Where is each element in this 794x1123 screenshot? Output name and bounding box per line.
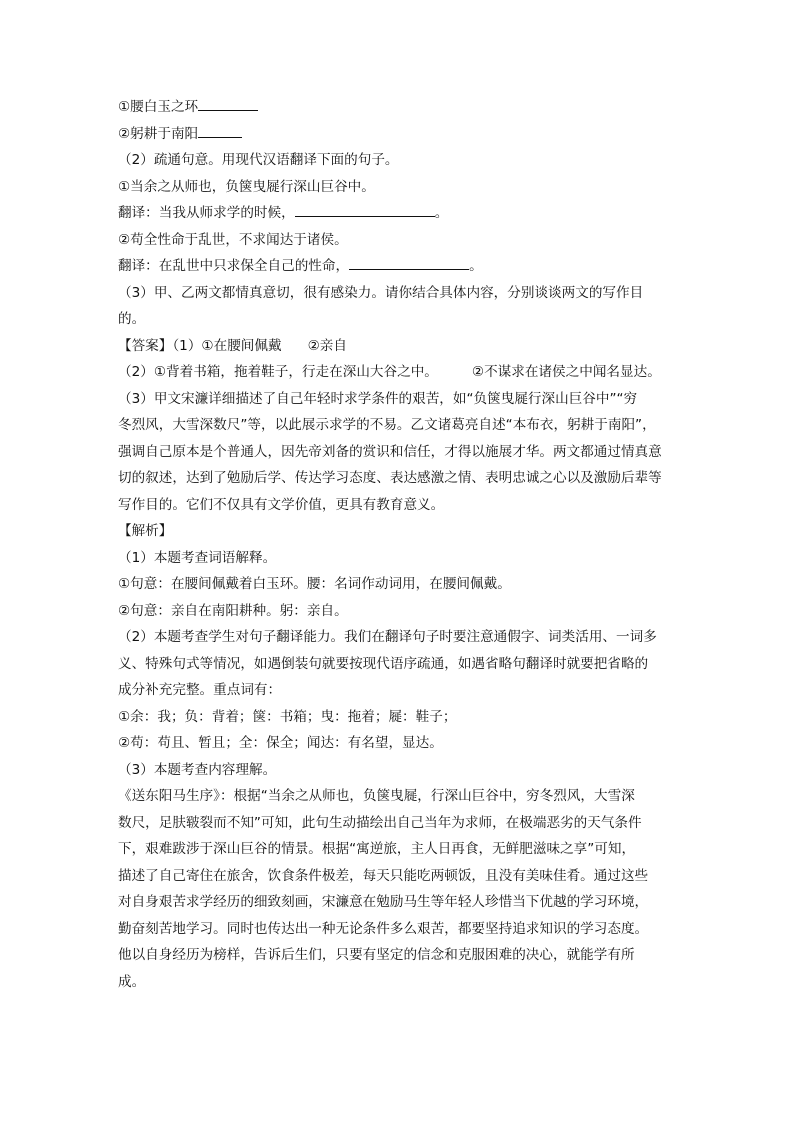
analysis-line: 成。 <box>118 973 146 990</box>
question-1-item-2 <box>118 121 678 148</box>
question-3-line-1: （3）甲、乙两文都情真意切，很有感染力。请你结合具体内容，分别谈谈两文的写作目 <box>118 284 644 301</box>
answer-paragraph-line: 强调自己原本是个普通人，因先帝刘备的赏识和信任，才得以施展才华。两文都通过情真意 <box>118 443 662 460</box>
text: 翻译：当我从师求学的时候， <box>118 205 295 221</box>
text: 【答案】（1）①在腰间佩戴 <box>118 337 282 354</box>
answer-paragraph-line: （3）甲文宋濂详细描述了自己年轻时求学条件的艰苦，如“负箧曳屣行深山巨谷中”“穷 <box>118 390 638 407</box>
text: ②不谋求在诸侯之中闻名显达。 <box>471 364 661 380</box>
analysis-line: （1）本题考查词语解释。 <box>118 549 277 566</box>
answer-line-2 <box>118 359 678 386</box>
document-page <box>118 94 678 995</box>
text: 。 <box>469 258 483 274</box>
question-1-item-1 <box>118 94 678 121</box>
text: 。 <box>434 205 449 221</box>
analysis-line: ①句意：在腰间佩戴着白玉环。腰：名词作动词用，在腰间佩戴。 <box>118 576 511 592</box>
answer-blank <box>295 202 435 217</box>
analysis-line: 数尺，足肤皲裂而不知”可知，此句生动描绘出自己当年为求师，在极端恶劣的天气条件 <box>118 814 642 831</box>
answer-line-1 <box>118 333 678 360</box>
translation-2 <box>118 253 678 280</box>
question-3-line-2: 的。 <box>118 311 146 327</box>
analysis-line: 义、特殊句式等情况，如遇倒装句就要按现代语序疏通，如遇省略句翻译时就要把省略的 <box>118 655 649 672</box>
analysis-line: 描述了自己寄住在旅舍，饮食条件极差，每天只能吃两顿饭，且没有美味佳肴。通过这些 <box>118 867 649 884</box>
analysis-line: ②句意：亲自在南阳耕种。躬：亲自。 <box>118 602 348 619</box>
answer-paragraph-line: 切的叙述，达到了勉励后学、传达学习态度、表达感激之情、表明忠诚之心以及激励后辈等 <box>118 470 662 486</box>
analysis-line: ②苟：苟且、暂且；全：保全；闻达：有名望，显达。 <box>118 735 443 751</box>
text: 翻译：在乱世中只求保全自己的性命， <box>118 258 350 274</box>
sentence-1: ①当余之从师也，负箧曳屣行深山巨谷中。 <box>118 178 375 195</box>
question-2-heading: （2）疏通句意。用现代汉语翻译下面的句子。 <box>118 152 399 168</box>
analysis-line: 成分补充完整。重点词有： <box>118 682 282 698</box>
answer-paragraph-line: 写作目的。它们不仅具有文学价值，更具有教育意义。 <box>118 496 445 513</box>
text: （2）①背着书箱，拖着鞋子，行走在深山大谷之中。 <box>118 364 438 380</box>
analysis-line: ①余：我；负：背着；箧：书箱；曳：拖着；屣：鞋子； <box>118 708 457 725</box>
analysis-line: （2）本题考查学生对句子翻译能力。我们在翻译句子时要注意通假字、词类活用、一词多 <box>118 629 657 645</box>
analysis-line: 《送东阳马生序》：根据“当余之从师也，负箧曳屣，行深山巨谷中，穷冬烈风，大雪深 <box>118 788 635 804</box>
sentence-2: ②苟全性命于乱世，不求闻达于诸侯。 <box>118 231 348 248</box>
analysis-line: 他以自身经历为榜样，告诉后生们，只要有坚定的信念和克服困难的决心，就能学有所 <box>118 947 635 963</box>
answer-blank <box>198 123 242 138</box>
analysis-line: 勤奋刻苦地学习。同时也传达出一种无论条件多么艰苦，都要坚持追求知识的学习态度。 <box>118 920 649 937</box>
answer-blank <box>198 96 258 111</box>
analysis-line: （3）本题考查内容理解。 <box>118 761 277 778</box>
analysis-line: 下，艰难跋涉于深山巨谷的情景。根据“寓逆旅，主人日再食，无鲜肥滋味之享”可知， <box>118 841 636 857</box>
analysis-line: 对自身艰苦求学经历的细致刻画，宋濂意在勉励马生等年轻人珍惜当下优越的学习环境， <box>118 894 649 910</box>
translation-1 <box>118 200 678 227</box>
text: ①腰白玉之环 <box>118 99 199 115</box>
analysis-heading: 【解析】 <box>118 523 173 539</box>
answer-paragraph-line: 冬烈风，大雪深数尺”等，以此展示求学的不易。乙文诸葛亮自述“本布衣，躬耕于南阳”， <box>118 417 656 433</box>
answer-blank <box>349 255 469 270</box>
text: ②亲自 <box>307 337 347 354</box>
text: ②躬耕于南阳 <box>118 125 199 142</box>
